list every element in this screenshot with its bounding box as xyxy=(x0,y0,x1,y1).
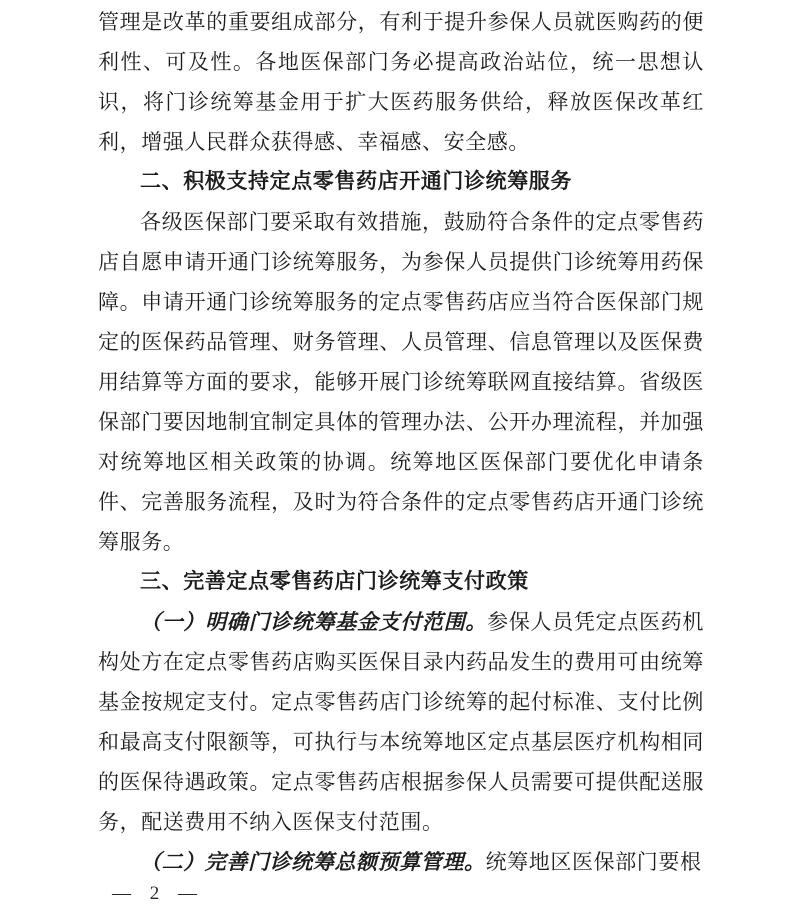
paragraph-item-1 xyxy=(98,602,704,842)
paragraph-continuation: 管理是改革的重要组成部分，有利于提升参保人员就医购药的便利性、可及性。各地医保部门务必提高政治站位，统一思想认识，将门诊统筹基金用于扩大医药服务供给，释放医保改革红利，增强人民群众获得感、幸福感、安全感。 xyxy=(98,10,704,154)
paragraph-item-2 xyxy=(98,842,704,882)
document-body xyxy=(98,2,704,882)
paragraph-text: 统筹地区医保部门要根 xyxy=(485,850,702,874)
paragraph-lead: （二）完善门诊统筹总额预算管理。 xyxy=(140,850,486,874)
paragraph-lead: （一）明确门诊统筹基金支付范围。 xyxy=(140,610,488,634)
page-number: — 2 — xyxy=(112,883,204,904)
section-heading-2: 二、积极支持定点零售药店开通门诊统筹服务 xyxy=(140,170,572,193)
section-heading-3: 三、完善定点零售药店门诊统筹支付政策 xyxy=(140,570,529,593)
paragraph-text: 参保人员凭定点医药机构处方在定点零售药店购买医保目录内药品发生的费用可由统筹基金按规定支付。定点零售药店门诊统筹的起付标准、支付比例和最高支付限额等，可执行与本统筹地区定点基层医疗机构相同的医保待遇政策。定点零售药店根据参保人员需要可提供配送服务，配送费用不纳入医保支付范围。 xyxy=(98,610,705,834)
paragraph: 各级医保部门要采取有效措施，鼓励符合条件的定点零售药店自愿申请开通门诊统筹服务，为参保人员提供门诊统筹用药保障。申请开通门诊统筹服务的定点零售药店应当符合医保部门规定的医保药品管理、财务管理、人员管理、信息管理以及医保费用结算等方面的要求，能够开展门诊统筹联网直接结算。省级医保部门要因地制宜制定具体的管理办法、公开办理流程，并加强对统筹地区相关政策的协调。统筹地区医保部门要优化申请条件、完善服务流程，及时为符合条件的定点零售药店开通门诊统筹服务。 xyxy=(98,210,704,554)
